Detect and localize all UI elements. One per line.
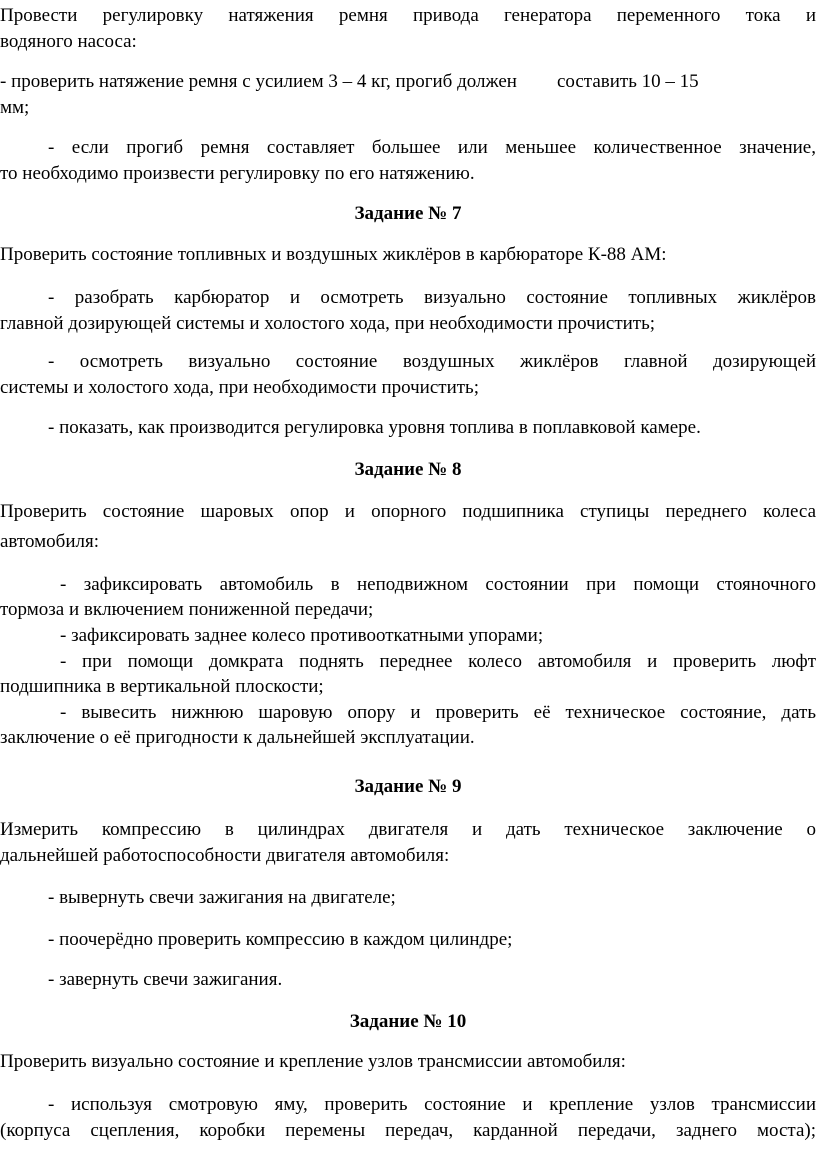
- intro-p2-line1: [0, 70, 816, 94]
- task9-intro-line1: Измерить компрессию в цилиндрах двигателя и дать техническое заключение о: [0, 819, 816, 840]
- task8-item4-line2: заключение о её пригодности к дальнейшей эксплуатации.: [0, 727, 475, 748]
- intro-p1-line2: водяного насоса:: [0, 31, 137, 52]
- task10-heading: Задание № 10: [349, 1011, 467, 1032]
- task8-item2: - зафиксировать заднее колесо противооткатными упорами;: [60, 625, 544, 646]
- intro-p3-line1: - если прогиб ремня составляет большее или меньшее количественное значение,: [48, 137, 816, 158]
- task7-item1-line2: главной дозирующей системы и холостого хода, при необходимости прочистить;: [0, 313, 656, 334]
- task9-heading: Задание № 9: [354, 776, 462, 797]
- task10-item1-line2: (корпуса сцепления, коробки перемены передач, карданной передачи, заднего моста);: [0, 1120, 816, 1141]
- task7-item2-line2: системы и холостого хода, при необходимости прочистить;: [0, 377, 479, 398]
- task8-item1-line2: тормоза и включением пониженной передачи;: [0, 599, 374, 620]
- intro-p1-line1: Провести регулировку натяжения ремня привода генератора переменного тока и: [0, 5, 816, 26]
- intro-p3-line2: то необходимо произвести регулировку по его натяжению.: [0, 163, 475, 184]
- intro-p2-line2: мм;: [0, 97, 30, 118]
- task8-item3-line1: - при помощи домкрата поднять переднее колесо автомобиля и проверить люфт: [60, 651, 816, 672]
- intro-p2-part2: составить 10 – 15: [556, 71, 699, 92]
- task7-item1-line1: - разобрать карбюратор и осмотреть визуально состояние топливных жиклёров: [48, 287, 816, 308]
- task10-item1-line1: - используя смотровую яму, проверить состояние и крепление узлов трансмиссии: [48, 1094, 816, 1115]
- task8-item3-line2: подшипника в вертикальной плоскости;: [0, 676, 324, 697]
- task7-intro: Проверить состояние топливных и воздушных жиклёров в карбюраторе К-88 АМ:: [0, 244, 667, 265]
- task10-intro: Проверить визуально состояние и крепление узлов трансмиссии автомобиля:: [0, 1051, 626, 1072]
- task8-intro-line2: автомобиля:: [0, 531, 99, 552]
- task9-item1: - вывернуть свечи зажигания на двигателе;: [48, 887, 396, 908]
- task8-item4-line1: - вывесить нижнюю шаровую опору и проверить её техническое состояние, дать: [60, 702, 816, 723]
- task9-item3: - завернуть свечи зажигания.: [48, 969, 283, 990]
- task7-heading: Задание № 7: [354, 203, 462, 224]
- task7-item3: - показать, как производится регулировка уровня топлива в поплавковой камере.: [48, 417, 701, 438]
- task8-intro-line1: Проверить состояние шаровых опор и опорного подшипника ступицы переднего колеса: [0, 501, 816, 522]
- task9-item2: - поочерёдно проверить компрессию в каждом цилиндре;: [48, 929, 513, 950]
- intro-p2-part1: - проверить натяжение ремня с усилием 3 – 4 кг, прогиб должен: [0, 71, 517, 92]
- task8-item1-line1: - зафиксировать автомобиль в неподвижном состоянии при помощи стояночного: [60, 574, 816, 595]
- task7-item2-line1: - осмотреть визуально состояние воздушных жиклёров главной дозирующей: [48, 351, 816, 372]
- task9-intro-line2: дальнейшей работоспособности двигателя автомобиля:: [0, 845, 450, 866]
- task8-heading: Задание № 8: [354, 459, 462, 480]
